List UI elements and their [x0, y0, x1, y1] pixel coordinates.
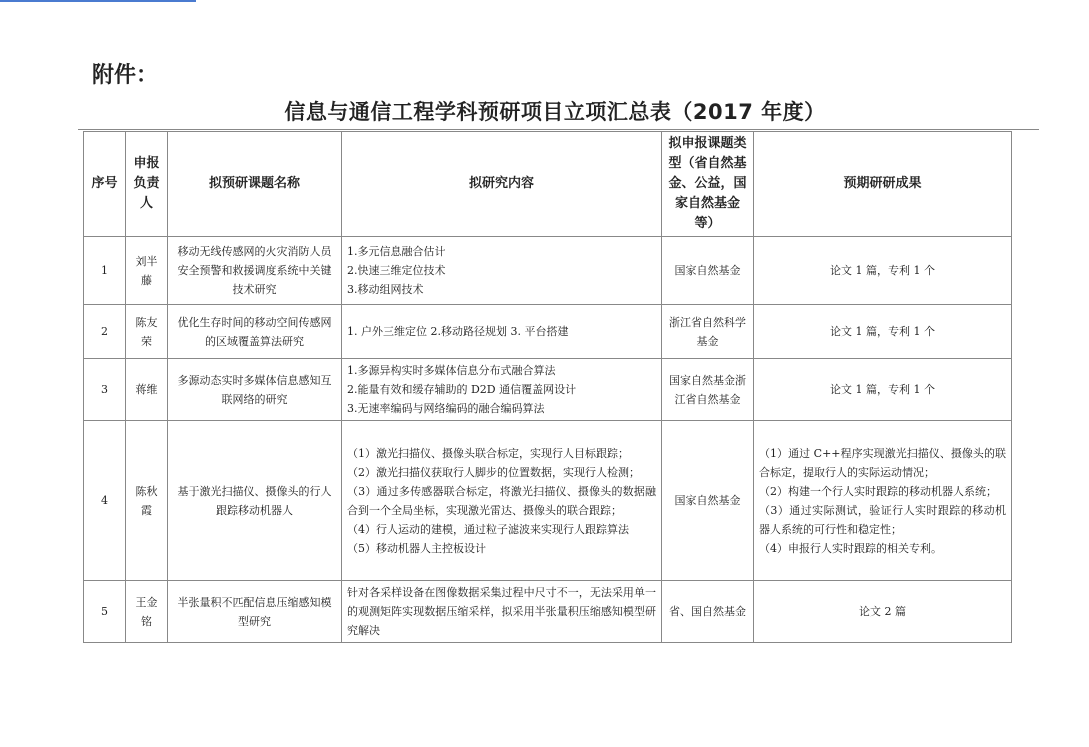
header-no: 序号 [84, 132, 126, 237]
header-leader: 申报负责人 [126, 132, 168, 237]
content-item: 3.移动组网技术 [347, 283, 424, 296]
row-fund: 国家自然基金浙江省自然基金 [662, 359, 754, 421]
table-row [84, 359, 1012, 421]
content-item: （5）移动机器人主控板设计 [347, 541, 486, 555]
row-no: 5 [84, 581, 126, 643]
table-row [84, 581, 1012, 643]
row-content: 针对各采样设备在图像数据采集过程中尺寸不一，无法采用单一的观测矩阵实现数据压缩采样，拟采用半张量积压缩感知模型研究解决 [342, 581, 662, 643]
row-no: 4 [84, 421, 126, 581]
result-item: （1）通过 C++程序实现激光扫描仪、摄像头的联合标定，提取行人的实际运动情况； [759, 446, 1006, 479]
row-fund: 国家自然基金 [662, 421, 754, 581]
row-result [754, 421, 1012, 581]
row-no: 1 [84, 237, 126, 305]
row-topic: 移动无线传感网的火灾消防人员安全预警和救援调度系统中关键技术研究 [168, 237, 342, 305]
row-leader: 陈友荣 [126, 305, 168, 359]
result-item: （4）申报行人实时跟踪的相关专利。 [759, 541, 942, 555]
row-topic: 半张量积不匹配信息压缩感知模型研究 [168, 581, 342, 643]
header-fund: 拟申报课题类型（省自然基金、公益，国家自然基金等） [662, 132, 754, 237]
attachment-label: 附件： [92, 63, 159, 88]
summary-table [83, 131, 1012, 643]
title-rule [78, 129, 1039, 130]
content-item: （4）行人运动的建模，通过粒子滤波来实现行人跟踪算法 [347, 522, 629, 536]
row-result: 论文 1 篇，专利 1 个 [754, 359, 1012, 421]
row-content [342, 237, 662, 305]
top-accent-line [0, 0, 196, 2]
table-row [84, 421, 1012, 581]
content-item: 2.能量有效和缓存辅助的 D2D 通信覆盖网设计 [347, 383, 577, 396]
row-leader: 蒋维 [126, 359, 168, 421]
header-result: 预期研研成果 [754, 132, 1012, 237]
row-no: 2 [84, 305, 126, 359]
content-item: 2.快速三维定位技术 [347, 264, 446, 277]
row-result: 论文 1 篇，专利 1 个 [754, 237, 1012, 305]
row-topic: 多源动态实时多媒体信息感知互联网络的研究 [168, 359, 342, 421]
content-item: 1. 户外三维定位 2.移动路径规划 3. 平台搭建 [347, 325, 569, 338]
row-content [342, 305, 662, 359]
row-result: 论文 1 篇，专利 1 个 [754, 305, 1012, 359]
table-row [84, 237, 1012, 305]
row-topic: 基于激光扫描仪、摄像头的行人跟踪移动机器人 [168, 421, 342, 581]
row-fund: 浙江省自然科学基金 [662, 305, 754, 359]
table-row [84, 305, 1012, 359]
page-title: 信息与通信工程学科预研项目立项汇总表（2017 年度） [284, 100, 826, 124]
row-fund: 国家自然基金 [662, 237, 754, 305]
header-row [84, 132, 1012, 237]
result-item: （2）构建一个行人实时跟踪的移动机器人系统； [759, 484, 997, 498]
content-item: 1.多元信息融合估计 [347, 245, 446, 258]
row-topic: 优化生存时间的移动空间传感网的区域覆盖算法研究 [168, 305, 342, 359]
row-result: 论文 2 篇 [754, 581, 1012, 643]
header-topic: 拟预研课题名称 [168, 132, 342, 237]
row-content [342, 359, 662, 421]
content-item: （3）通过多传感器联合标定，将激光扫描仪、摄像头的数据融合到一个全局坐标，实现激光雷达、摄像头的联合跟踪； [347, 484, 656, 517]
row-no: 3 [84, 359, 126, 421]
content-item: （2）激光扫描仪获取行人脚步的位置数据，实现行人检测； [347, 465, 640, 479]
content-item: 1.多源异构实时多媒体信息分布式融合算法 [347, 364, 556, 377]
row-leader: 王金铭 [126, 581, 168, 643]
row-leader: 刘半藤 [126, 237, 168, 305]
row-content [342, 421, 662, 581]
row-fund: 省、国自然基金 [662, 581, 754, 643]
row-leader: 陈秋霞 [126, 421, 168, 581]
result-item: （3）通过实际测试，验证行人实时跟踪的移动机器人系统的可行性和稳定性； [759, 503, 1006, 536]
content-item: （1）激光扫描仪、摄像头联合标定，实现行人目标跟踪； [347, 446, 629, 460]
header-content: 拟研究内容 [342, 132, 662, 237]
content-item: 3.无速率编码与网络编码的融合编码算法 [347, 402, 545, 415]
